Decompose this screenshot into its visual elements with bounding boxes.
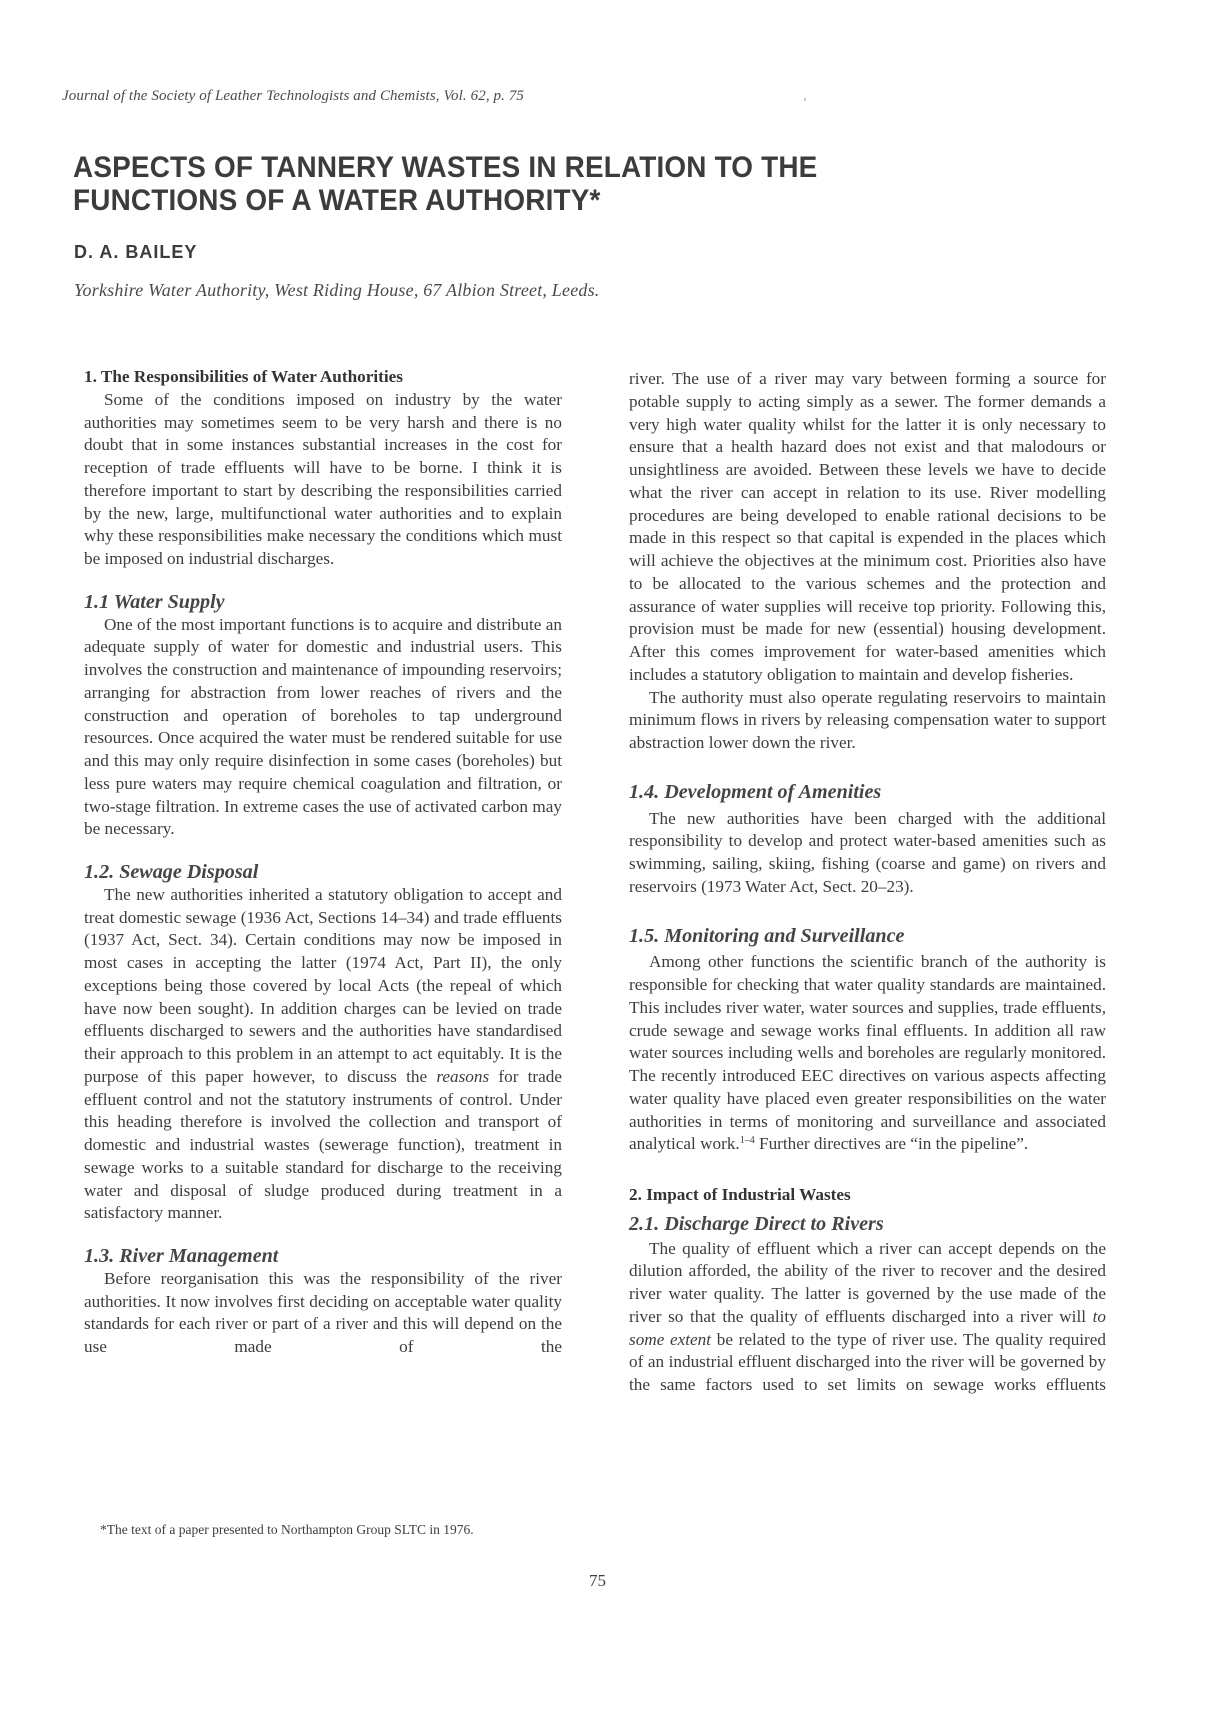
- paragraph-monitoring: [629, 951, 1106, 1156]
- subsection-heading-sewage-disposal: 1.2. Sewage Disposal: [84, 861, 259, 883]
- text-run: for trade effluent control and not the statutory instruments of control. Under this heading therefore is involved the collection and transport of domestic and industrial wastes (sewerage function), treatment in sewage works to a suitable standard for discharge to the receiving water and disposal of sludge produced during treatment in a satisfactory manner.: [84, 1066, 562, 1223]
- paragraph-water-supply: One of the most important functions is to acquire and distribute an adequate supply of water for domestic and industrial users. This involves the construction and maintenance of impounding reservoirs; arranging for abstraction from lower reaches of rivers and the construction and operation of boreholes to tap underground resources. Once acquired the water must be rendered suitable for use and this may only require disinfection in some cases (boreholes) but less pure waters may require chemical coagulation and filtration, or two-stage filtration. In extreme cases the use of activated carbon may be necessary.: [84, 614, 562, 839]
- text-run: Further directives are “in the pipeline”.: [754, 1134, 1029, 1154]
- subsection-heading-discharge-rivers: 2.1. Discharge Direct to Rivers: [629, 1212, 884, 1235]
- emphasis-reasons: reasons: [436, 1066, 490, 1086]
- reference-superscript: 1–4: [739, 1135, 755, 1147]
- text-run: The quality of effluent which a river can accept depends on the dilution afforded, the ability of the river to recover and the desired river water quality. The latter is governed by the use made of the river so that the quality of effluents discharged into a river will: [629, 1238, 1106, 1326]
- author-name: D. A. BAILEY: [74, 242, 198, 262]
- emphasis-to-some-extent: to some extent: [629, 1306, 1106, 1349]
- text-run: Among other functions the scientific branch of the authority is responsible for checking that water quality standards are maintained. This includes river water, water sources and supplies, trade effluents, crude sewage and sewage works final effluents. In addition all raw water sources including wells and boreholes are regularly monitored. The recently introduced EEC directives on various aspects affecting water quality have placed even greater responsibilities on the water authorities in terms of monitoring and surveillance and associated analytical work.: [629, 952, 1106, 1154]
- author-affiliation: Yorkshire Water Authority, West Riding House, 67 Albion Street, Leeds.: [74, 280, 600, 300]
- paragraph-discharge-rivers: [629, 1238, 1106, 1397]
- subsection-heading-river-management: 1.3. River Management: [84, 1245, 279, 1267]
- article-title-line-1: ASPECTS OF TANNERY WASTES IN RELATION TO THE: [73, 151, 818, 184]
- footnote: [84, 1522, 550, 1538]
- paragraph-amenities: The new authorities have been charged with the additional responsibility to develop and protect water-based amenities such as swimming, sailing, skiing, fishing (coarse and game) on rivers and reservoirs (1973 Water Act, Sect. 20–23).: [629, 808, 1106, 896]
- paragraph-river-management-part1: Before reorganisation this was the responsibility of the river authorities. It now involves first deciding on acceptable water quality standards for each river or part of a river and this will depend on the use made of the: [84, 1268, 562, 1356]
- text-run: The new authorities inherited a statutory obligation to accept and treat domestic sewage (1936 Act, Sections 14–34) and trade effluents (1937 Act, Sect. 34). Certain conditions may now be imposed in most cases in accepting the latter (1974 Act, Part II), the only exceptions being those covered by local Acts (the repeal of which have now been sought). In addition charges can be levied on trade effluents discharged to sewers and the authorities have standardised their approach to this problem in an attempt to act equitably. It is the purpose of this paper however, to discuss the: [84, 884, 562, 1086]
- section-heading-1: 1. The Responsibilities of Water Authorities: [84, 367, 403, 386]
- footnote-text: *The text of a paper presented to Northampton Group SLTC in 1976.: [100, 1522, 474, 1537]
- subsection-heading-amenities: 1.4. Development of Amenities: [629, 780, 882, 803]
- running-head: Journal of the Society of Leather Technologists and Chemists, Vol. 62, p. 75: [62, 88, 525, 104]
- article-title: [73, 151, 1003, 217]
- right-column: [629, 368, 1106, 1397]
- scan-artifact: [804, 98, 806, 101]
- paragraph-river-management-part2: river. The use of a river may vary between forming a source for potable supply to acting simply as a sewer. The former demands a very high water quality whilst for the latter it is only necessary to ensure that a health hazard does not exist and that malodours or unsightliness are avoided. Between these levels we have to decide what the river can accept in relation to its use. River modelling procedures are being developed to enable rational decisions to be made in this respect so that capital is expended in the places which will achieve the objectives at the minimum cost. Priorities also have to be allocated to the various schemes and the protection and assurance of water supplies will receive top priority. Following this, provision must be made for new (essential) housing development. After this comes improvement for water-based amenities which includes a statutory obligation to maintain and develop fisheries.: [629, 369, 1106, 684]
- paragraph-sewage-disposal: [84, 884, 562, 1225]
- section-heading-2: 2. Impact of Industrial Wastes: [629, 1185, 851, 1204]
- subsection-heading-monitoring: 1.5. Monitoring and Surveillance: [629, 924, 905, 947]
- subsection-heading-water-supply: 1.1 Water Supply: [84, 590, 225, 613]
- text-run: be related to the type of river use. The quality required of an industrial effluent discharged into the river will be governed by the same factors used to set limits on sewage works effluents: [629, 1329, 1107, 1394]
- paragraph-responsibilities: Some of the conditions imposed on industry by the water authorities may sometimes seem to be very harsh and there is no doubt that in some instances substantial increases in the cost for reception of trade effluents will have to be borne. I think it is therefore important to start by describing the responsibilities carried by the new, large, multifunctional water authorities and to explain why these responsibilities make necessary the conditions which must be imposed on industrial discharges.: [84, 389, 562, 568]
- paragraph-regulating-reservoirs: The authority must also operate regulating reservoirs to maintain minimum flows in rivers by releasing compensation water to support abstraction lower down the river.: [629, 687, 1106, 752]
- left-column: [84, 366, 562, 1359]
- article-title-line-2: FUNCTIONS OF A WATER AUTHORITY*: [73, 184, 601, 217]
- page-number: 75: [589, 1571, 606, 1590]
